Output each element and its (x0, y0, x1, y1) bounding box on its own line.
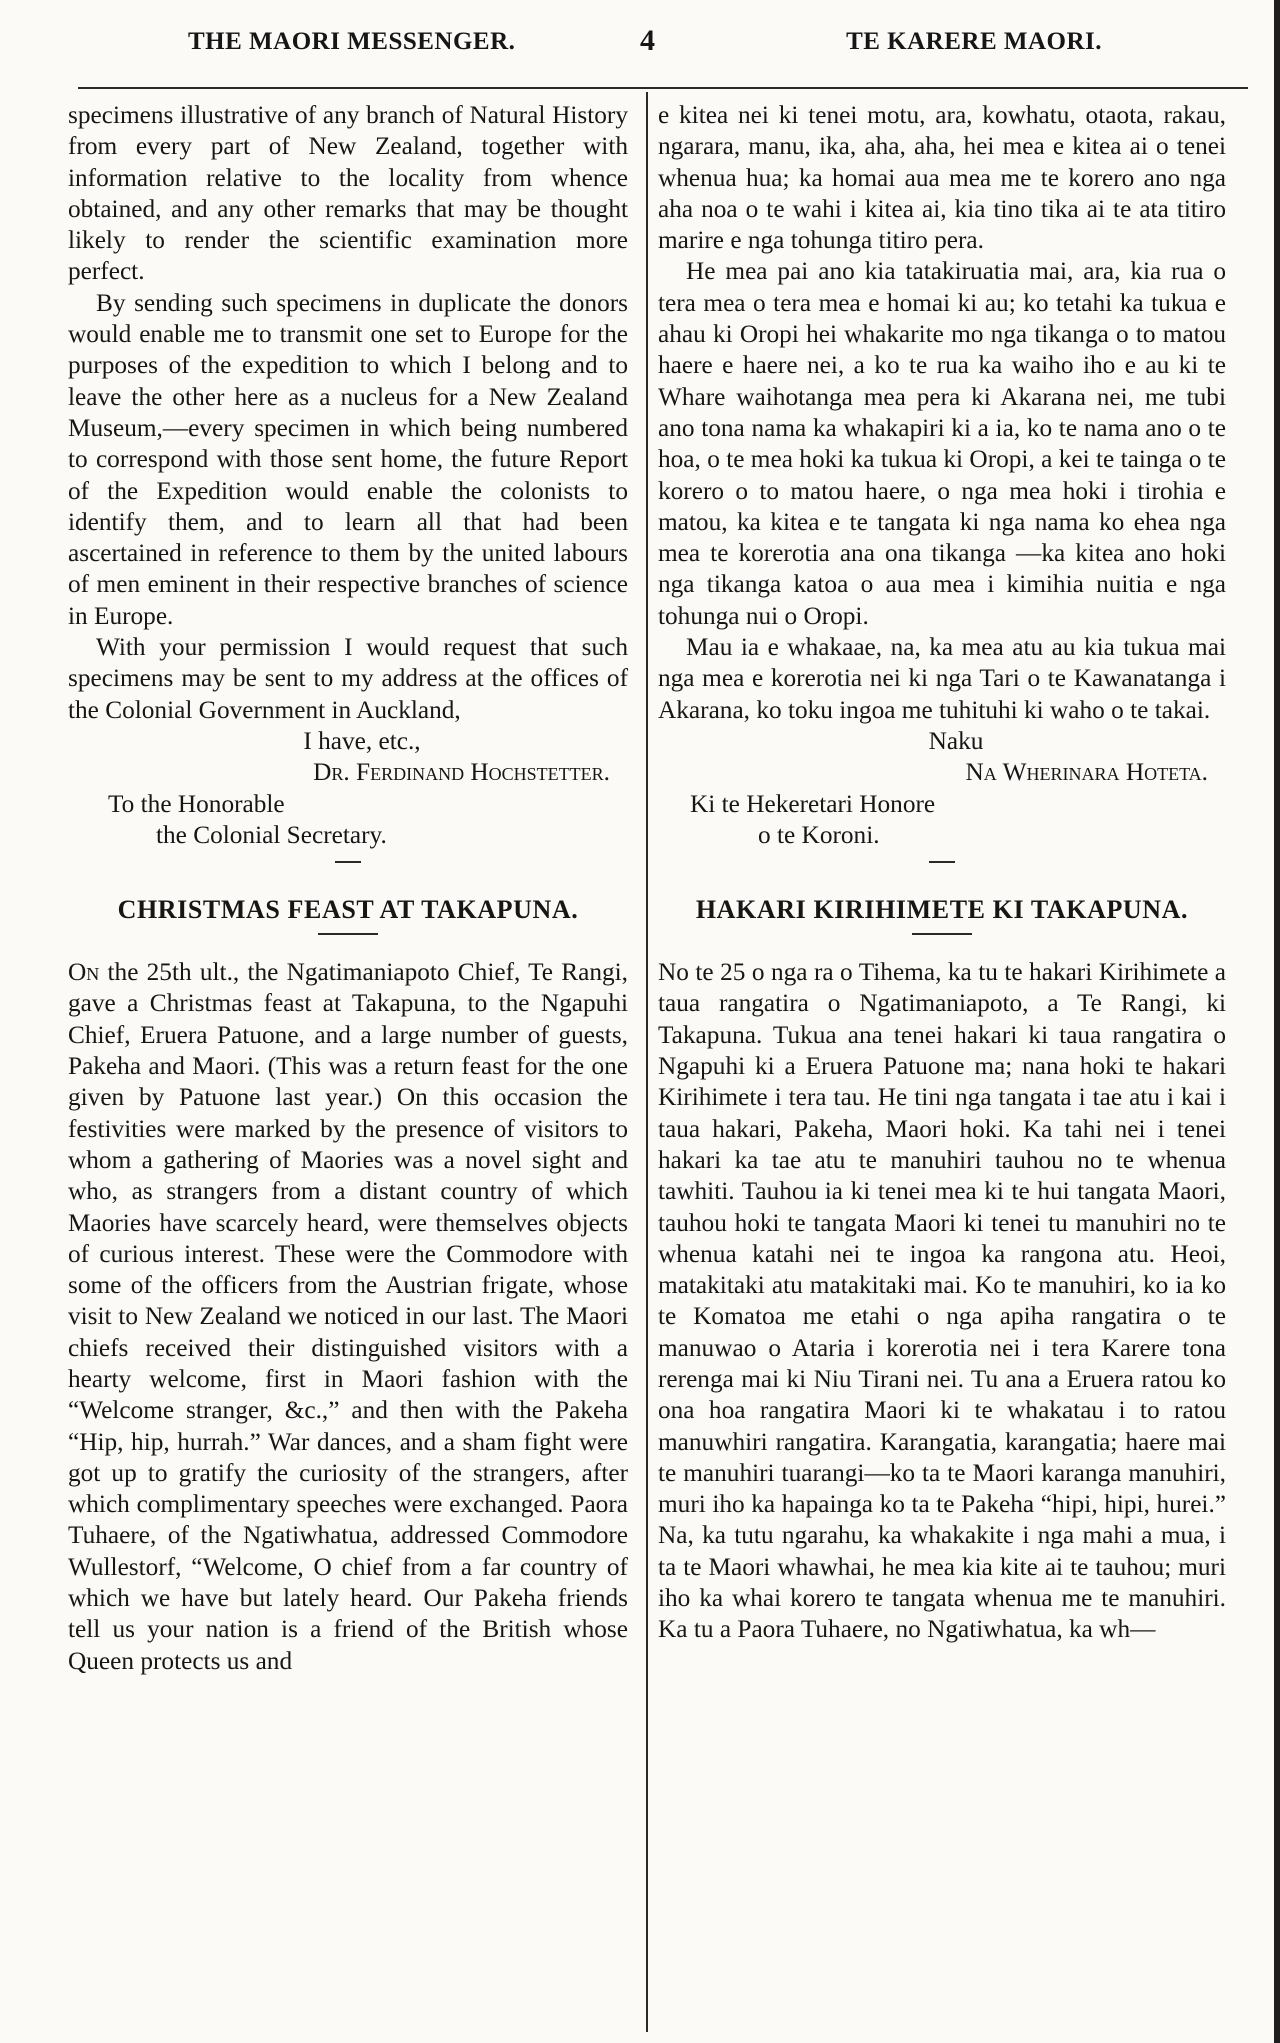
letter-addressee: the Colonial Secretary. (156, 820, 387, 849)
page-number: 4 (640, 24, 656, 57)
title-underline (318, 933, 378, 935)
maori-paragraph: Mau ia e whakaae, na, ka mea atu au kia tukua mai nga mea e korerotia nei ki nga Tari o te Kawanatanga i Akarana, ko toku ingoa me tuhituhi ki waho o te takai. (658, 633, 1226, 724)
english-paragraph: With your permission I would request that such specimens may be sent to my address at the offices of the Colonial Government in Auckland, (68, 633, 628, 724)
letter-addressee: Ki te Hekeretari Honore (690, 789, 936, 818)
letter-closing: I have, etc., (303, 726, 421, 755)
drop-cap: On (68, 958, 100, 987)
letter-addressee: o te Koroni. (758, 820, 880, 849)
english-paragraph (68, 957, 628, 1677)
english-paragraph: specimens illustrative of any branch of Natural History from every part of New Zealand, together with information relative to the locality from whence obtained, and any other remarks that may be thought likely to render the scientific examination more perfect. (68, 101, 628, 286)
column-divider (646, 92, 648, 2032)
letter-closing: Naku (928, 726, 984, 755)
letter-addressee: To the Honorable (108, 789, 285, 818)
english-paragraph: By sending such specimens in duplicate the donors would enable me to transmit one set to Europe for the purposes of the expedition to which I belong and to leave the other here as a nucleus for a New Zealand Museum,—every specimen in which being numbered to correspond with those sent home, the future Report of the Expedition would enable the colonists to identify them, and to learn all that had been ascertained in reference to them by the united labours of men eminent in their respective branches of science in Europe. (68, 288, 628, 630)
title-underline (912, 933, 972, 935)
page-header (180, 24, 1120, 68)
section-title: CHRISTMAS FEAST AT TAKAPUNA. (117, 895, 579, 925)
maori-paragraph: e kitea nei ki tenei motu, ara, kowhatu, otaota, rakau, ngarara, manu, ika, aha, aha, hei mea e kitea ai o tenei whenua hua; ka homai aua mea me te korero ano nga aha noa o te wahi i kitea ai, kia tino tika ai te ata titiro marire e nga tohunga titiro pera. (658, 101, 1226, 255)
maori-paragraph: No te 25 o nga ra o Tihema, ka tu te hakari Kirihimete a taua rangatira o Ngatimaniapoto, a Te Rangi, ki Takapuna. Tukua ana tenei hakari ki taua rangatira o Ngapuhi ki a Eruera Patuone ma; nana hoki te hakari Kirihimete i tera tau. He tini nga tangata i tae atu i kai i taua hakari, Pakeha, Maori hoki. Ka tahi nei i tenei hakari ka tae atu te manuhiri tauhou no te whenua tawhiti. Tauhou ia ki tenei mea ki te hui tangata Maori, tauhou hoki te tangata Maori ki tenei tu manuhiri no te whenua katahi nei te ingoa ka rangona atu. Heoi, matakitaki atu matakitaki mai. Ko te manuhiri, ko ia ko te Komatoa me etahi o nga apiha rangatira o te manuwao o Ataria i korerotia nei i tera Karere tona rerenga mai ki Niu Tirani nei. Tu ana a Eruera ratou ko ona hoa rangatira Maori ki te whakatau i to ratou manuwhiri rangatira. Karangatia, karangatia; haere mai te manuhiri tuarangi—ko ta te Maori karanga manuhiri, muri iho ka hapainga ko ta te Pakeha “hipi, hipi, hurei.” Na, ka tutu ngarahu, ka whakakite i nga mahi a mua, i ta te Maori whawhai, he mea kia kite ai te tauhou; muri iho ka whai korero te tangata whenua me te manuhiri. Ka tu a Paora Tuhaere, no Ngatiwhatua, ka wh— (658, 958, 1226, 1644)
page-edge (1274, 0, 1280, 2043)
divider (335, 861, 361, 863)
divider (929, 861, 955, 863)
letter-signature: Dr. Ferdinand Hochstetter. (313, 758, 610, 787)
header-rule (78, 87, 1248, 89)
section-title: HAKARI KIRIHIMETE KI TAKAPUNA. (695, 895, 1189, 925)
maori-paragraph: He mea pai ano kia tatakiruatia mai, ara, kia rua o tera mea o tera mea e homai ki au; ko tetahi ka tukua e ahau ki Oropi hei whakarite mo nga tikanga o to matou haere e haere nei, a ko te rua ka waiho iho e au ki te Whare waihotanga mea pera ki Akarana nei, me tubi ano tona nama ka whakapiri ki a ia, ko te nama ano o te hoa, o te mea hoki ka tukua ki Oropi, a kei te tainga o te korero o to matou haere, o nga mea hoki i tirohia e matou, ka kitea e te tangata ki nga nama ko ehea nga mea te korerotia ana ona tikanga —ka kitea ano hoki nga tikanga katoa o aua mea i kimihia nuitia e nga tohunga nui o Oropi. (658, 257, 1226, 630)
header-english-title: THE MAORI MESSENGER. (188, 28, 516, 55)
header-maori-title: TE KARERE MAORI. (846, 28, 1102, 55)
paragraph-text: the 25th ult., the Ngatimaniapoto Chief, Te Rangi, gave a Christmas feast at Takapuna, to the Ngapuhi Chief, Eruera Patuone, and a large number of guests, Pakeha and Maori. (This was a return feast for the one given by Patuone last year.) On this occasion the festivities were marked by the presence of visitors to whom a gathering of Maories was a novel sight and who, as strangers from a distant country of which Maories have scarcely heard, were themselves objects of curious interest. These were the Commodore with some of the officers from the Austrian frigate, whose visit to New Zealand we noticed in our last. The Maori chiefs received their distinguished visitors with a hearty welcome, first in Maori fashion with the “Welcome stranger, &c.,” and then with the Pakeha “Hip, hip, hurrah.” War dances, and a sham fight were got up to gratify the curiosity of the strangers, after which complimentary speeches were exchanged. Paora Tuhaere, of the Ngatiwhatua, addressed Commodore Wullestorf, “Welcome, O chief from a far country of which we have but lately heard. Our Pakeha friends tell us your nation is a friend of the British whose Queen protects us and (68, 958, 628, 1675)
english-column (68, 100, 628, 1677)
letter-signature: Na Wherinara Hoteta. (965, 758, 1208, 787)
maori-column (658, 100, 1226, 1646)
